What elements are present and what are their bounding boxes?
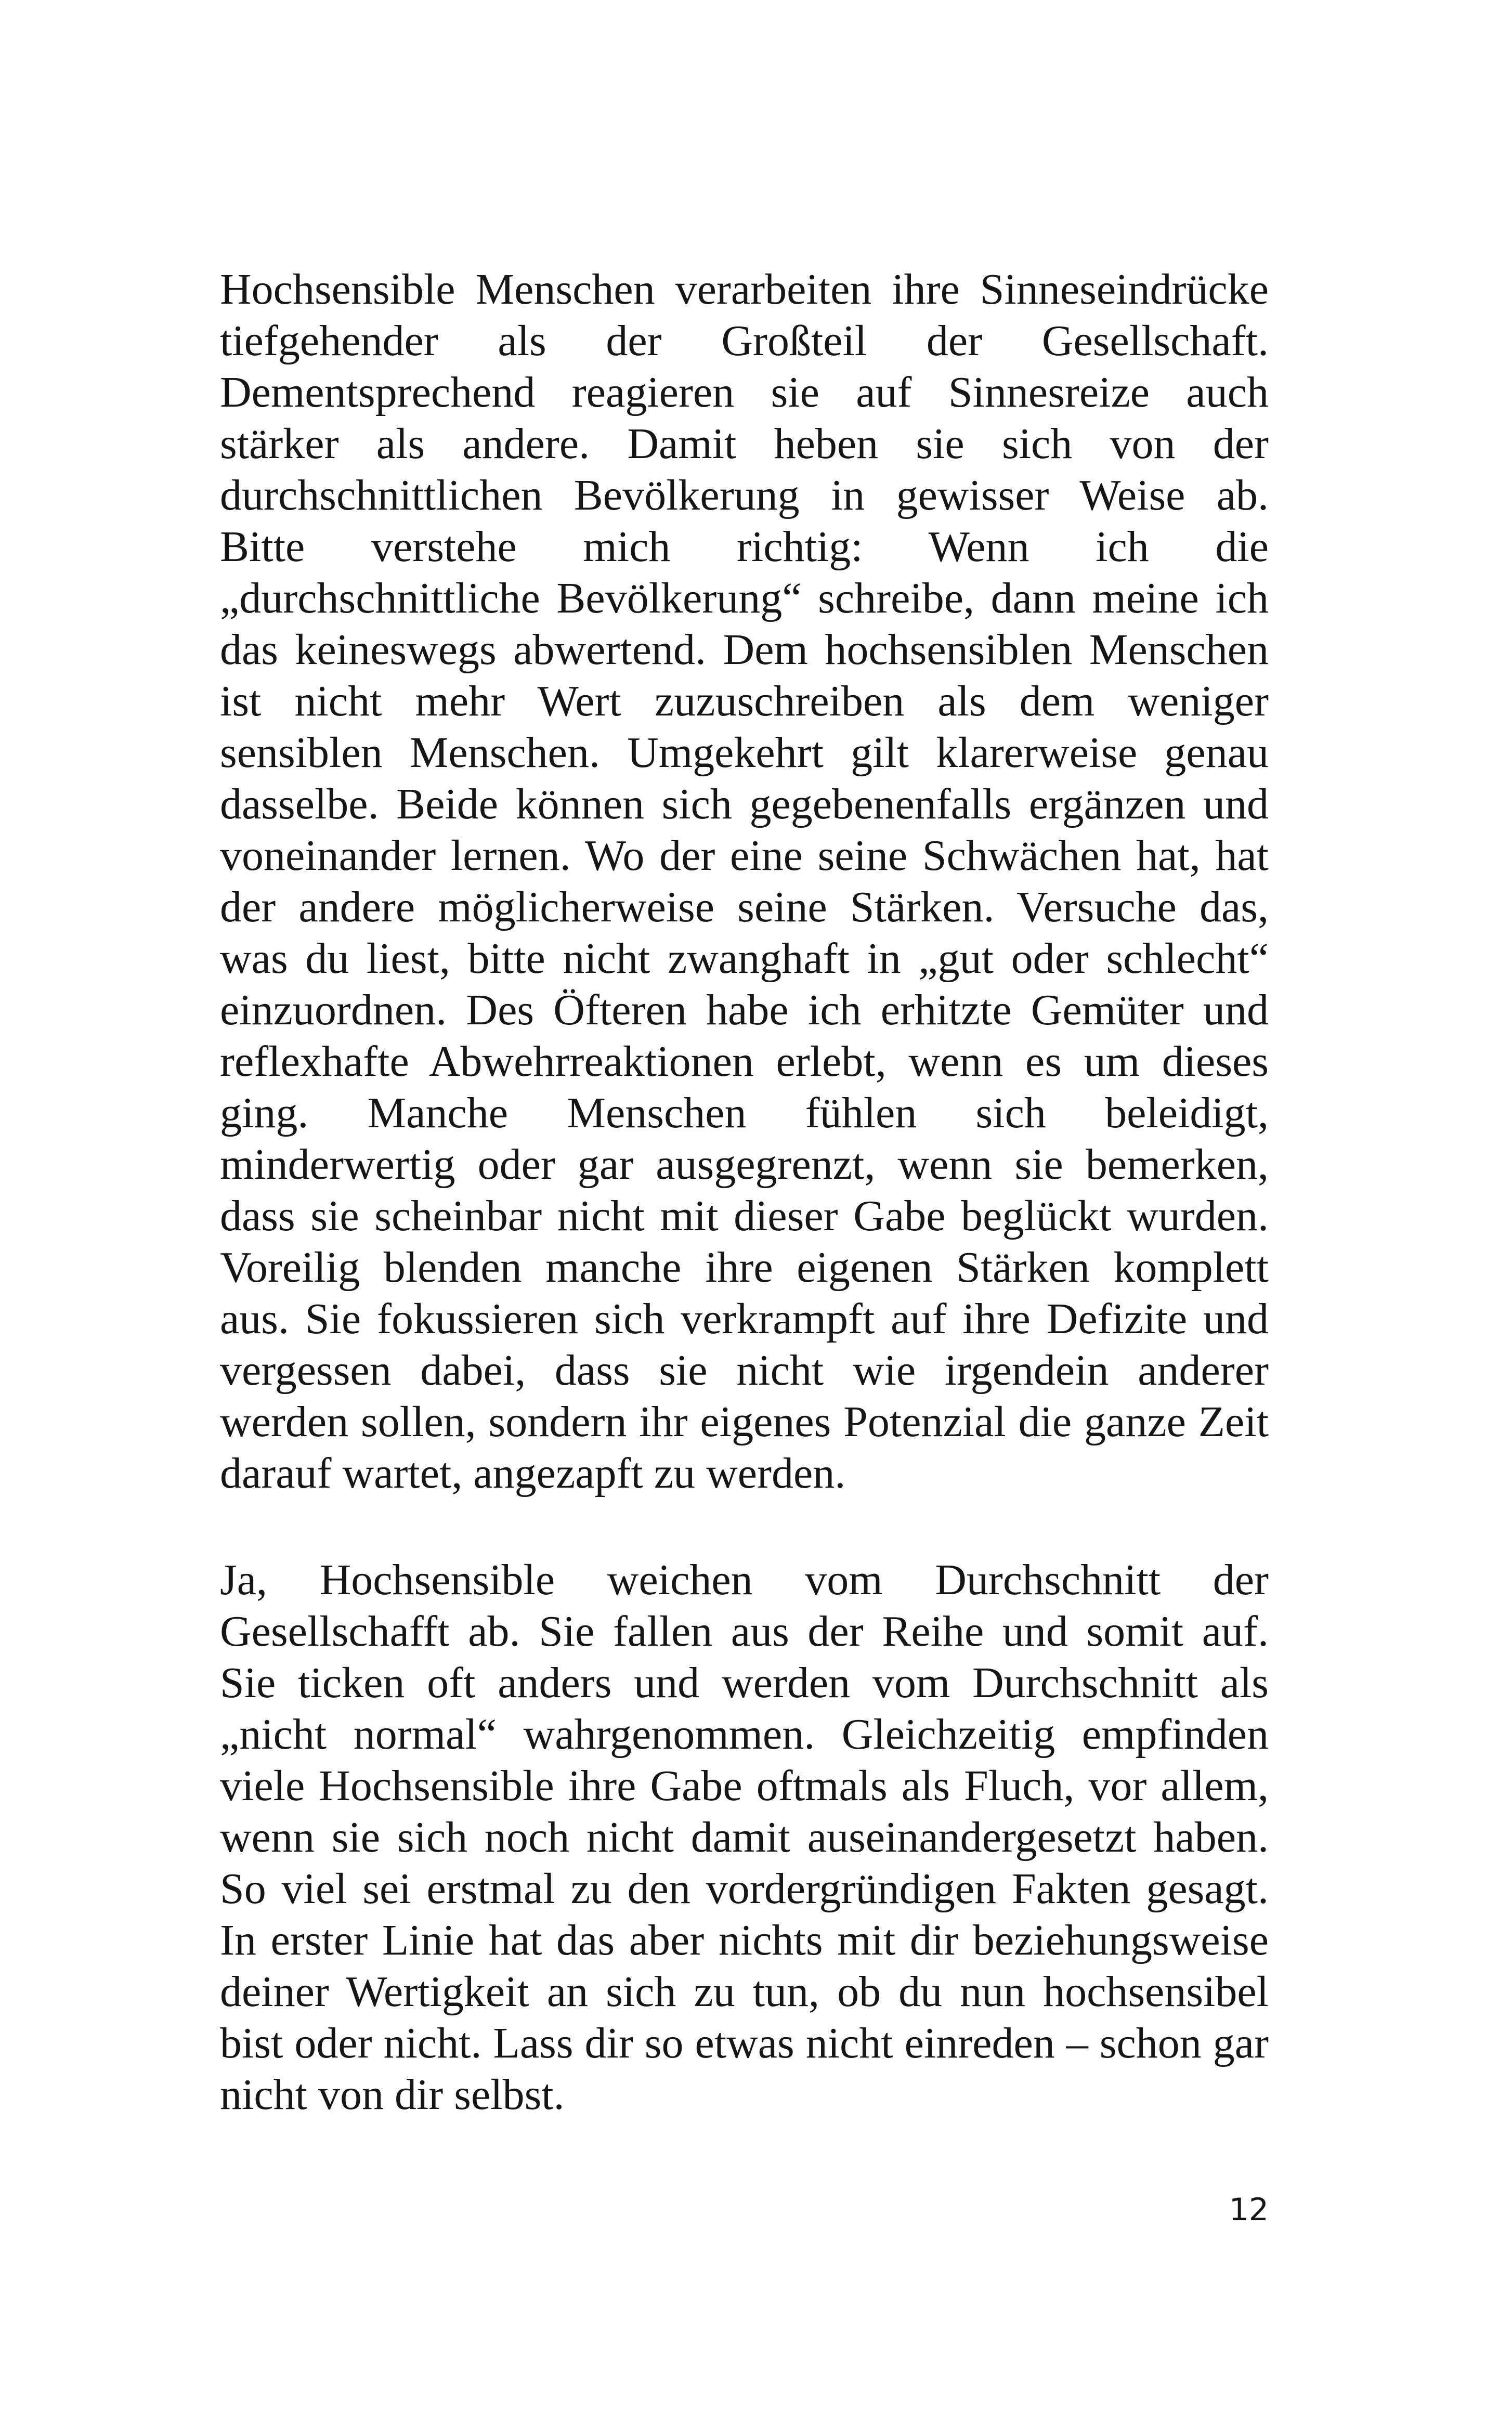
text-line: Dementsprechend reagieren sie auf Sinnesreize auch <box>220 368 1269 416</box>
text-line: reflexhafte Abwehrreaktionen erlebt, wenn es um dieses <box>220 1037 1269 1086</box>
text-line: Sie ticken oft anders und werden vom Durchschnitt als <box>220 1659 1269 1707</box>
text-line: Voreilig blenden manche ihre eigenen Stärken komplett <box>220 1243 1269 1292</box>
paragraph-1 <box>220 264 1269 1499</box>
text-line: aus. Sie fokussieren sich verkrampft auf ihre Defizite und <box>220 1295 1269 1343</box>
text-line: In erster Linie hat das aber nichts mit dir beziehungsweise <box>220 1916 1269 1964</box>
text-line: was du liest, bitte nicht zwanghaft in „gut oder schlecht“ <box>220 934 1269 983</box>
text-line: wenn sie sich noch nicht damit auseinandergesetzt haben. <box>220 1813 1269 1861</box>
text-line: das keineswegs abwertend. Dem hochsensiblen Menschen <box>220 626 1269 674</box>
text-line: voneinander lernen. Wo der eine seine Schwächen hat, hat <box>220 831 1269 880</box>
text-line: stärker als andere. Damit heben sie sich von der <box>220 420 1269 468</box>
text-line: Gesellschafft ab. Sie fallen aus der Reihe und somit auf. <box>220 1607 1269 1656</box>
text-line: „nicht normal“ wahrgenommen. Gleichzeitig empfinden <box>220 1710 1269 1759</box>
text-line: dass sie scheinbar nicht mit dieser Gabe beglückt wurden. <box>220 1192 1269 1240</box>
text-line: durchschnittlichen Bevölkerung in gewisser Weise ab. <box>220 471 1269 519</box>
paragraph-2 <box>220 1554 1269 2120</box>
text-line: „durchschnittliche Bevölkerung“ schreibe, dann meine ich <box>220 574 1269 622</box>
text-line: ist nicht mehr Wert zuzuschreiben als dem weniger <box>220 677 1269 725</box>
text-line: werden sollen, sondern ihr eigenes Potenzial die ganze Zeit <box>220 1398 1269 1446</box>
text-line: Hochsensible Menschen verarbeiten ihre Sinneseindrücke <box>220 265 1269 314</box>
text-line: minderwertig oder gar ausgegrenzt, wenn sie bemerken, <box>220 1140 1269 1189</box>
text-line: ging. Manche Menschen fühlen sich beleidigt, <box>220 1089 1269 1137</box>
text-line: deiner Wertigkeit an sich zu tun, ob du nun hochsensibel <box>220 1968 1269 2016</box>
page-number: 12 <box>1229 2192 1269 2228</box>
text-line: tiefgehender als der Großteil der Gesellschaft. <box>220 317 1269 365</box>
text-line: darauf wartet, angezapft zu werden. <box>220 1449 846 1498</box>
text-line: einzuordnen. Des Öfteren habe ich erhitzte Gemüter und <box>220 986 1269 1034</box>
text-line: der andere möglicherweise seine Stärken. Versuche das, <box>220 883 1269 931</box>
text-line: nicht von dir selbst. <box>220 2071 565 2119</box>
text-line: Bitte verstehe mich richtig: Wenn ich die <box>220 523 1269 571</box>
text-line: Ja, Hochsensible weichen vom Durchschnitt der <box>220 1556 1269 1604</box>
text-line: sensiblen Menschen. Umgekehrt gilt klarerweise genau <box>220 728 1269 777</box>
text-line: So viel sei erstmal zu den vordergründigen Fakten gesagt. <box>220 1865 1269 1913</box>
text-line: dasselbe. Beide können sich gegebenenfalls ergänzen und <box>220 780 1269 828</box>
text-line: bist oder nicht. Lass dir so etwas nicht einreden – schon gar <box>220 2019 1269 2067</box>
text-line: vergessen dabei, dass sie nicht wie irgendein anderer <box>220 1346 1269 1395</box>
text-line: viele Hochsensible ihre Gabe oftmals als Fluch, vor allem, <box>220 1762 1269 1810</box>
